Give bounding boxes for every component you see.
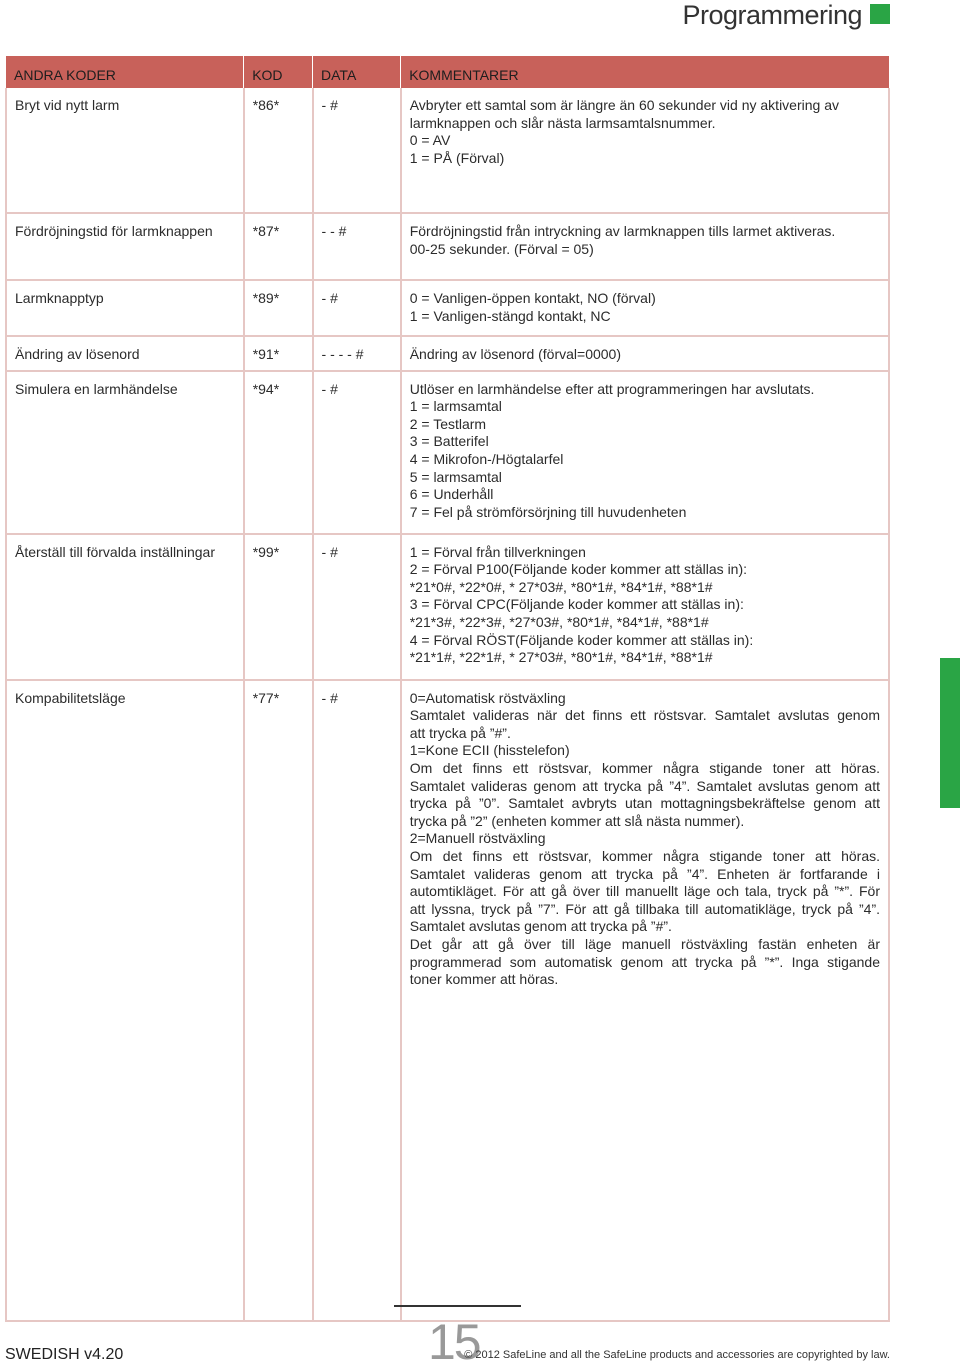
comment-line: *21*1#, *22*1#, * 27*03#, *80*1#, *84*1#, *88*1# xyxy=(409,649,713,666)
row-data: - # xyxy=(313,371,401,534)
comment-line: 6 = Underhåll xyxy=(409,486,494,503)
row-name: Kompabilitetsläge xyxy=(6,680,244,1321)
table-row xyxy=(6,534,889,680)
row-code: *87* xyxy=(244,213,313,280)
row-code: *91* xyxy=(244,336,313,371)
header-data: DATA xyxy=(313,56,401,88)
footer-rule xyxy=(394,1305,521,1307)
row-name: Ändring av lösenord xyxy=(6,336,244,371)
comment-line: 4 = Mikrofon-/Högtalarfel xyxy=(409,450,564,467)
comment-line: toner kommer att höras. xyxy=(409,971,559,988)
comment-line: att trycka på ”#”. xyxy=(409,724,511,741)
comment-line: 1 = PÅ (Förval) xyxy=(409,149,505,166)
comment-line: 2 = Förval P100(Följande koder kommer att ställas in): xyxy=(409,561,748,578)
page-number: 15 xyxy=(428,1314,480,1370)
comment-line: 1 = larmsamtal xyxy=(409,398,502,415)
title-square-icon xyxy=(870,4,890,24)
comment-line: 3 = Batterifel xyxy=(409,433,489,450)
comment-line: 0 = AV xyxy=(409,132,451,149)
header-other-codes: ANDRA KODER xyxy=(6,56,244,88)
comment-line: 2 = Testlarm xyxy=(409,415,487,432)
comment-line: 3 = Förval CPC(Följande koder kommer att ställas in): xyxy=(409,596,744,613)
comment-line: 0=Automatisk röstväxling xyxy=(409,689,566,706)
comment-line: 4 = Förval RÖST(Följande koder kommer att ställas in): xyxy=(409,631,754,648)
comment-line: 0 = Vanligen-öppen kontakt, NO (förval) xyxy=(409,290,656,306)
comment-line: Samtalet avslutas genom att trycka på ”#”. xyxy=(409,918,672,935)
row-name: Bryt vid nytt larm xyxy=(6,88,244,213)
row-name: Fördröjningstid för larmknappen xyxy=(6,213,244,280)
comment-line: Samtalet valideras genom att trycka på ”4”. Enheten är fortfarande i xyxy=(409,865,880,882)
comment-line: 1=Kone ECII (hisstelefon) xyxy=(409,742,570,759)
table-header-row xyxy=(6,56,889,88)
table-row xyxy=(6,680,889,1321)
comment-line: trycka på ”0”. Samtalet avbryts utan mottagningsbekräftelse genom att xyxy=(409,795,880,812)
comment-line: Utlöser en larmhändelse efter att programmeringen har avslutats. xyxy=(409,380,815,397)
table-row xyxy=(6,280,889,336)
comment-line: automtikläget. För att gå över till manuellt läge och tala, tryck på ”*”. För xyxy=(409,883,880,900)
comment-line: 1 = Vanligen-stängd kontakt, NC xyxy=(409,307,611,324)
row-code: *99* xyxy=(244,534,313,680)
comment-line: trycka på ”2” (enheten kommer att slå nästa nummer). xyxy=(409,812,745,829)
comment-line: Det går att gå över till läge manuell röstväxling fastän enheten är xyxy=(409,935,880,952)
row-code: *86* xyxy=(244,88,313,213)
row-comments xyxy=(401,280,889,336)
page-title: Programmering xyxy=(682,0,862,30)
comment-line: 7 = Fel på strömförsörjning till huvudenheten xyxy=(409,503,687,520)
comment-line: larmknappen och slår nästa larmsamtalsnummer. xyxy=(409,114,716,131)
comment-line: Avbryter ett samtal som är längre än 60 sekunder vid ny aktivering av xyxy=(409,97,839,113)
comment-line: Om det finns ett röstsvar, kommer några stigande toner att höras. xyxy=(409,847,880,864)
comment-line: 2=Manuell röstväxling xyxy=(409,830,546,847)
row-comments xyxy=(401,371,889,534)
table-row xyxy=(6,336,889,371)
comment-line: 00-25 sekunder. (Förval = 05) xyxy=(409,240,594,257)
comment-line: 1 = Förval från tillverkningen xyxy=(409,543,586,560)
comment-line: Ändring av lösenord (förval=0000) xyxy=(409,346,621,362)
comment-line: *21*0#, *22*0#, * 27*03#, *80*1#, *84*1#, *88*1# xyxy=(409,578,713,595)
row-comments xyxy=(401,88,889,213)
comment-line: Fördröjningstid från intryckning av larmknappen tills larmet aktiveras. xyxy=(409,223,836,239)
comment-line: Samtalet valideras när det finns ett röstsvar. Samtalet avslutas genom xyxy=(409,707,880,724)
comment-line: Samtalet valideras genom att trycka på ”4”. Samtalet avslutas genom att xyxy=(409,777,880,794)
table-row xyxy=(6,88,889,213)
row-data: - - # xyxy=(313,213,401,280)
footer-language: SWEDISH v4.20 xyxy=(5,1346,124,1363)
header-code: KOD xyxy=(244,56,313,88)
comment-line: att lyssna, tryck på ”7”. För att gå tillbaka till automatikläge, tryck på ”4”. xyxy=(409,900,880,917)
table-row xyxy=(6,213,889,280)
comment-line: 5 = larmsamtal xyxy=(409,468,502,485)
row-comments xyxy=(401,680,889,1321)
comment-line: *21*3#, *22*3#, *27*03#, *80*1#, *84*1#, *88*1# xyxy=(409,613,709,630)
row-data: - - - - # xyxy=(313,336,401,371)
section-side-tab xyxy=(940,658,960,808)
row-code: *94* xyxy=(244,371,313,534)
row-data: - # xyxy=(313,534,401,680)
row-name: Larmknapptyp xyxy=(6,280,244,336)
codes-table xyxy=(5,56,890,1322)
header-comments: KOMMENTARER xyxy=(401,56,889,88)
row-name: Återställ till förvalda inställningar xyxy=(6,534,244,680)
table-row xyxy=(6,371,889,534)
row-name: Simulera en larmhändelse xyxy=(6,371,244,534)
row-code: *89* xyxy=(244,280,313,336)
row-data: - # xyxy=(313,680,401,1321)
row-comments xyxy=(401,336,889,371)
row-comments xyxy=(401,213,889,280)
row-data: - # xyxy=(313,88,401,213)
footer-copyright: © 2012 SafeLine and all the SafeLine products and accessories are copyrighted by law. xyxy=(464,1349,890,1361)
row-code: *77* xyxy=(244,680,313,1321)
comment-line: programmerad som automatisk genom att trycka på ”*”. Inga stigande xyxy=(409,953,880,970)
row-data: - # xyxy=(313,280,401,336)
row-comments xyxy=(401,534,889,680)
comment-line: Om det finns ett röstsvar, kommer några stigande toner att höras. xyxy=(409,759,880,776)
